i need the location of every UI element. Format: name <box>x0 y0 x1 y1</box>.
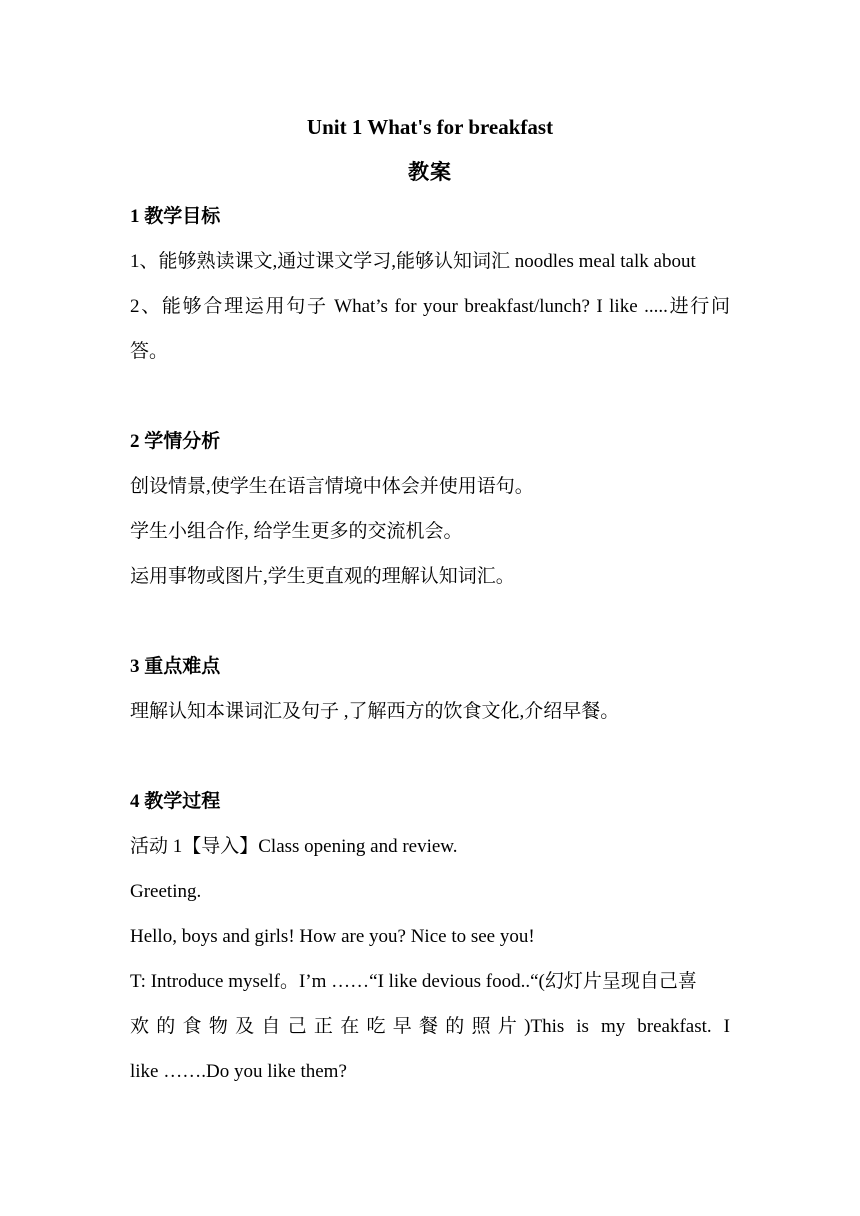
analysis-line-1: 创设情景,使学生在语言情境中体会并使用语句。 <box>130 476 534 497</box>
process-line-4: T: Introduce myself。I’m ……“I like devious food..“(幻灯片呈现自己喜 <box>130 971 697 992</box>
process-line-1: 活动 1【导入】Class opening and review. <box>130 836 458 857</box>
key-points-line-1: 理解认知本课词汇及句子 ,了解西方的饮食文化,介绍早餐。 <box>130 701 620 722</box>
process-line-5: 欢的食物及自己正在吃早餐的照片)This is my breakfast. I <box>130 1016 730 1037</box>
process-line-3: Hello, boys and girls! How are you? Nice to see you! <box>130 926 535 947</box>
objective-line-2: 2、能够合理运用句子 What’s for your breakfast/lunch? I like .....进行问 <box>130 296 730 317</box>
analysis-line-2: 学生小组合作, 给学生更多的交流机会。 <box>130 521 463 542</box>
document-title: Unit 1 What's for breakfast <box>306 115 554 139</box>
objective-line-1: 1、能够熟读课文,通过课文学习,能够认知词汇 noodles meal talk about <box>130 251 696 272</box>
section-heading-analysis: 2 学情分析 <box>130 431 221 452</box>
document-subtitle: 教案 <box>408 160 452 184</box>
section-heading-objectives: 1 教学目标 <box>130 206 221 227</box>
analysis-line-3: 运用事物或图片,学生更直观的理解认知词汇。 <box>130 566 515 587</box>
process-line-2: Greeting. <box>130 881 202 902</box>
section-heading-key-points: 3 重点难点 <box>130 656 221 677</box>
process-line-6: like …….Do you like them? <box>130 1061 347 1082</box>
objective-line-3: 答。 <box>130 341 169 362</box>
section-heading-process: 4 教学过程 <box>130 791 221 812</box>
